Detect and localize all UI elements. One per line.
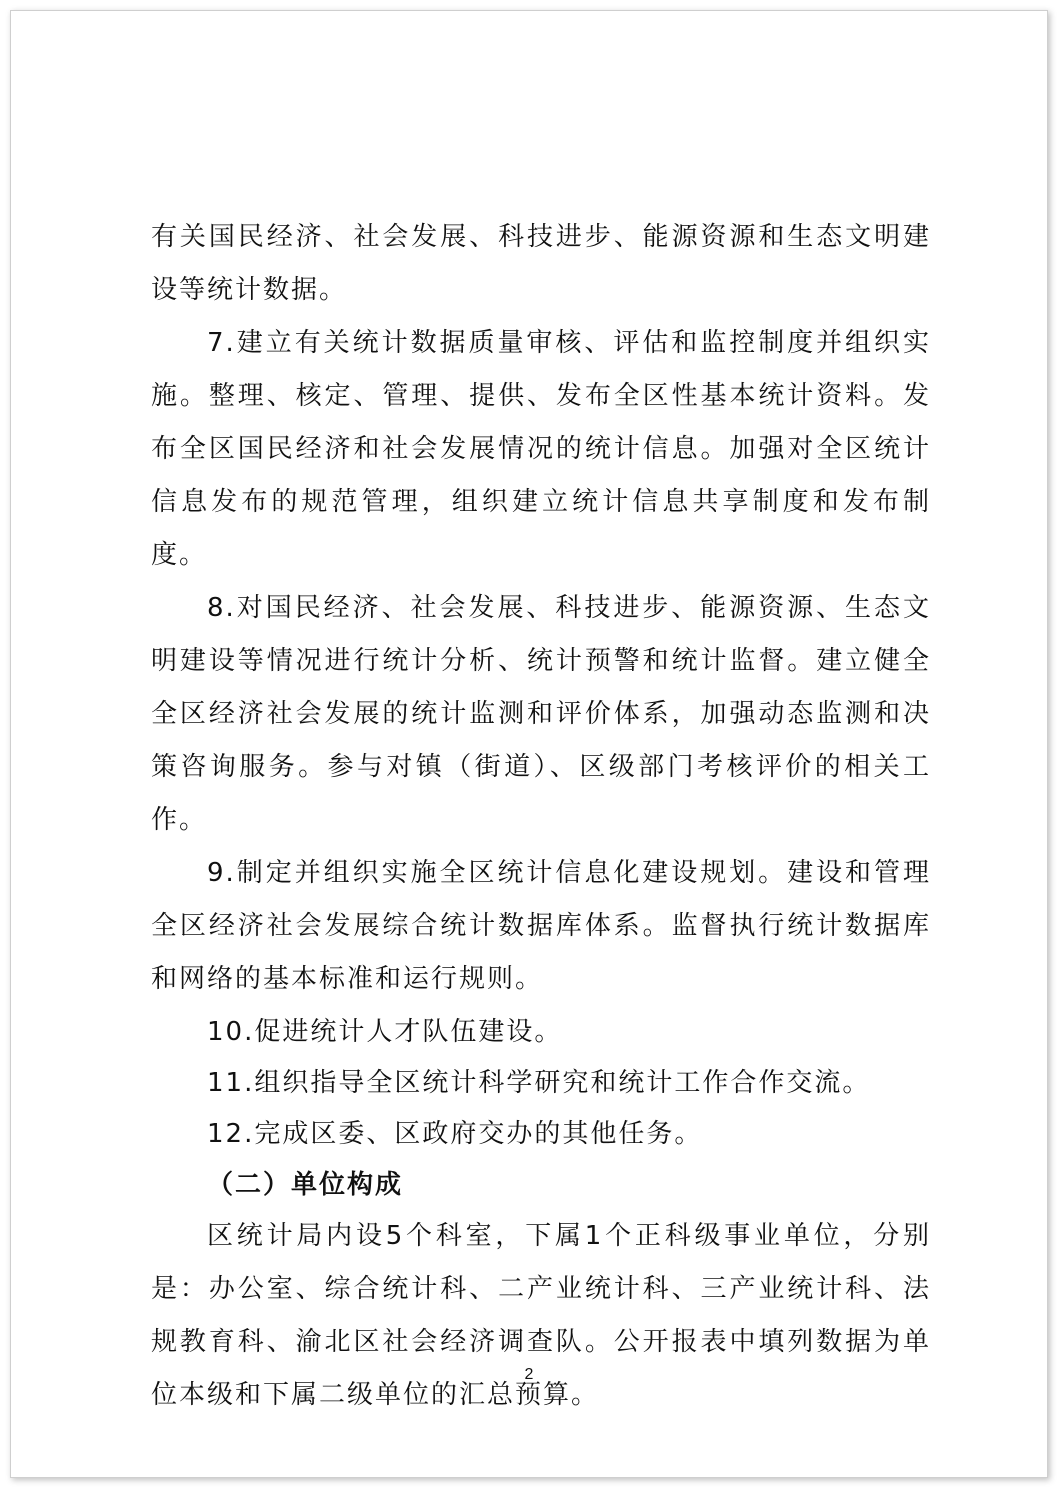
document-page xyxy=(10,10,1048,1478)
paragraph-item-9: 9.制定并组织实施全区统计信息化建设规划。建设和管理全区经济社会发展综合统计数据库体系。监督执行统计数据库和网络的基本标准和运行规则。 xyxy=(151,858,931,994)
page-number: 2 xyxy=(524,1366,534,1383)
paragraph-item-10: 10.促进统计人才队伍建设。 xyxy=(207,1017,563,1047)
paragraph-item-7: 7.建立有关统计数据质量审核、评估和监控制度并组织实施。整理、核定、管理、提供、发布全区性基本统计资料。发布全区国民经济和社会发展情况的统计信息。加强对全区统计信息发布的规范管理，组织建立统计信息共享制度和发布制度。 xyxy=(151,328,931,570)
paragraph-continuation: 有关国民经济、社会发展、科技进步、能源资源和生态文明建设等统计数据。 xyxy=(151,222,931,305)
paragraph-unit-composition: 区统计局内设5个科室，下属1个正科级事业单位，分别是：办公室、综合统计科、二产业统计科、三产业统计科、法规教育科、渝北区社会经济调查队。公开报表中填列数据为单位本级和下属二级单位的汇总预算。 xyxy=(151,1221,931,1410)
section-heading-unit-composition: （二）单位构成 xyxy=(207,1170,404,1200)
paragraph-item-12: 12.完成区委、区政府交办的其他任务。 xyxy=(207,1119,703,1149)
paragraph-item-11: 11.组织指导全区统计科学研究和统计工作合作交流。 xyxy=(207,1068,871,1098)
paragraph-item-8: 8.对国民经济、社会发展、科技进步、能源资源、生态文明建设等情况进行统计分析、统计预警和统计监督。建立健全全区经济社会发展的统计监测和评价体系，加强动态监测和决策咨询服务。参与对镇（街道）、区级部门考核评价的相关工作。 xyxy=(151,593,931,835)
page-body xyxy=(151,211,931,1422)
